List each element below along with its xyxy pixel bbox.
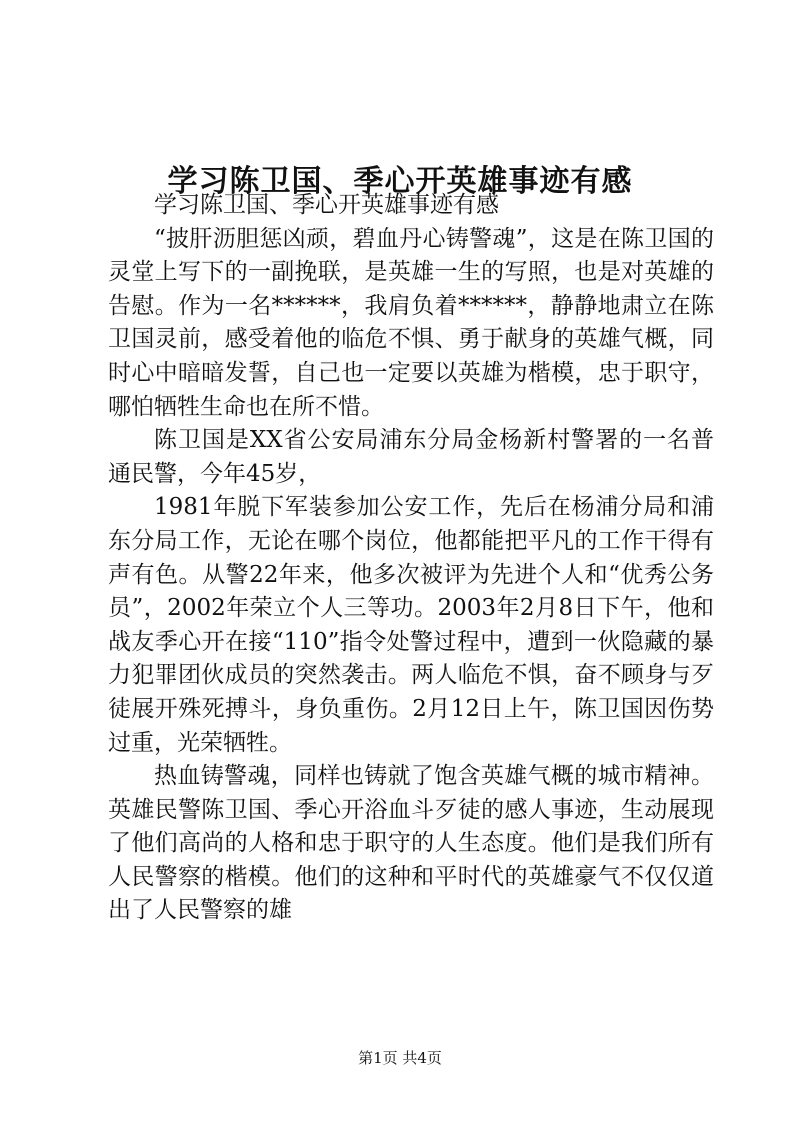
paragraph-career: 1981年脱下军装参加公安工作，先后在杨浦分局和浦东分局工作，无论在哪个岗位，他都能把平凡的工作干得有声有色。从警22年来，他多次被评为先进个人和“优秀公务员”，2002年荣立个人三等功。2003年2月8日下午，他和战友季心开在接“110”指令处警过程中，遭到一伙隐藏的暴力犯罪团伙成员的突然袭击。两人临危不惧，奋不顾身与歹徒展开殊死搏斗，身负重伤。2月12日上午，陈卫国因伤势过重，光荣牺牲。 [108,494,714,756]
paragraph-subtitle: 学习陈卫国、季心开英雄事迹有感 [154,192,499,218]
paragraph-intro: 陈卫国是XX省公安局浦东分局金杨新村警署的一名普通民警，今年45岁， [108,427,714,487]
document-title: 学习陈卫国、季心开英雄事迹有感 [167,164,633,200]
document-body [108,189,714,928]
page-number-footer: 第1页 共4页 [358,1049,442,1067]
paragraph-spirit: 热血铸警魂，同样也铸就了饱含英雄气概的城市精神。英雄民警陈卫国、季心开浴血斗歹徒的感人事迹，生动展现了他们高尚的人格和忠于职守的人生态度。他们是我们所有人民警察的楷模。他们的这种和平时代的英雄豪气不仅仅道出了人民警察的雄 [108,763,714,924]
paragraph-couplet: “披肝沥胆惩凶顽，碧血丹心铸警魂”，这是在陈卫国的灵堂上写下的一副挽联，是英雄一生的写照，也是对英雄的告慰。作为一名******，我肩负着******，静静地肃立在陈卫国灵前，感受着他的临危不惧、勇于献身的英雄气概，同时心中暗暗发誓，自己也一定要以英雄为楷模，忠于职守，哪怕牺牲生命也在所不惜。 [108,225,714,420]
